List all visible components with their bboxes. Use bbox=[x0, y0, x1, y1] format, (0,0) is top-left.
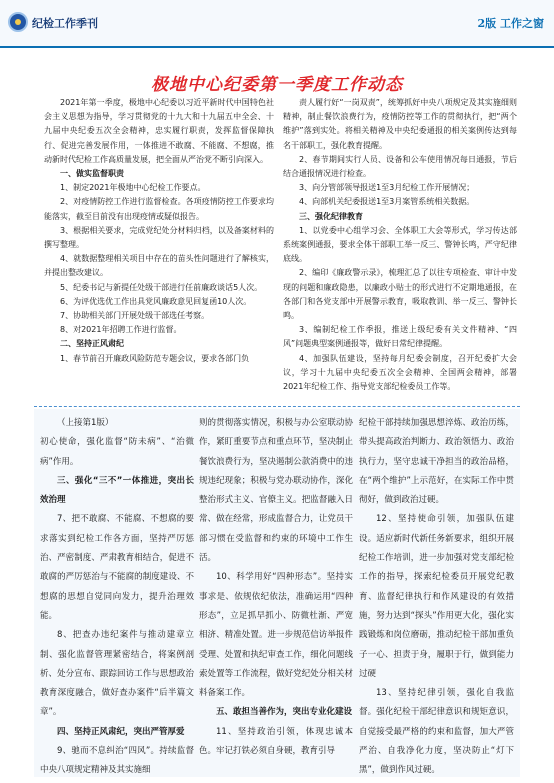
section-heading: 二、坚持正风肃纪 bbox=[60, 339, 124, 349]
continued-column-2 bbox=[199, 414, 353, 761]
section-heading: 三、强化纪律教育 bbox=[299, 211, 363, 221]
paragraph: 纪检干部持续加强思想淬炼、政治历练，带头提高政治判断力、政治领悟力、政治执行力，坚守忠诚干净担当的政治品格，在“两个维护”上示范好，在实际工作中贯彻好，做到政治过硬。 bbox=[359, 418, 514, 506]
section-heading: 三、强化“三不”一体推进，突出长效治理 bbox=[40, 475, 194, 506]
paragraph: 3、向分管部领导报送1至3月纪检工作开展情况； bbox=[299, 183, 475, 193]
paragraph: 2、对疫情防控工作进行监督检查。各项疫情防控工作要求均能落实，截至目前没有出现疫情或疑似报告。 bbox=[44, 197, 274, 221]
paragraph: 9、驰而不息纠治“四风”。持续监督中央八项规定精神及其实施细 bbox=[40, 746, 194, 776]
section-heading: 四、坚持正风肃纪，突出严管厚爱 bbox=[57, 726, 185, 737]
section-heading: 五、敢担当善作为，突出专业化建设 bbox=[216, 707, 353, 718]
paragraph: 10、科学用好“四种形态”。坚持实事求是、依规依纪依法，准确运用“四种形态”，立足抓早抓小、防微杜渐、严宽相济、精准处置。进一步规范信访举报件受理、处置和执纪审查工作，细化问题线索处置等工作流程，做好党纪处分相关材料备案工作。 bbox=[199, 572, 353, 699]
paragraph: 5、纪委书记与新提任处级干部进行任前廉政谈话5人次。 bbox=[60, 282, 263, 292]
paragraph: 7、协助相关部门开展处级干部选任考察。 bbox=[60, 311, 210, 321]
paragraph: 11、坚持政治引领，体现忠诚本色。牢记打铁必须自身硬，教育引导 bbox=[199, 726, 353, 757]
paragraph: 3、编制纪检工作季报，推送上级纪委有关文件精神、“四风”问题典型案例通报等，做好日常纪律提醒。 bbox=[283, 325, 517, 349]
publication-name: 纪检工作季刊 bbox=[32, 17, 98, 30]
paragraph: 则的贯彻落实情况，积极与办公室联动协作，紧盯重要节点和重点环节，坚决制止餐饮浪费行为，坚决遏制公款消费中的违规违纪现象；积极与党办联动协作，深化整治形式主义、官僚主义。把监督融入日常、做在经常，形成监督合力，让党员干部习惯在受监督和约束的环境中工作生活。 bbox=[199, 418, 353, 564]
article-column-right bbox=[283, 96, 517, 394]
paragraph: 2021年第一季度，极地中心纪委以习近平新时代中国特色社会主义思想为指导，学习贯彻党的十九大和十九届五中全会、十九届中央纪委五次全会精神，忠实履行职责，发挥监督保障执行、促进完善发展作用，一体推进不敢腐、不能腐、不想腐，推动新时代纪检工作高质量发展，把全面从严治党不断引向深入。 bbox=[44, 98, 274, 164]
continued-column-1 bbox=[40, 414, 194, 781]
paragraph: 4、加强队伍建设，坚持每月纪委会制度，召开纪委扩大会议，学习十九届中央纪委五次全会精神、全国两会精神，部署2021年纪检工作、指导党支部纪检委员工作等。 bbox=[283, 353, 517, 392]
paragraph: 12、坚持使命引领，加强队伍建设。适应新时代新任务新要求，组织开展纪检工作培训，进一步加强对党支部纪检工作的指导，探索纪检委员开展党纪教育、监督纪律执行和作风建设的有效措施，努力达到“探头”作用更大化，强化实践锻炼和岗位磨砺，推动纪检干部加重负子一心、担责于身，履职于行，做到能力过硬 bbox=[359, 514, 514, 679]
paragraph: 2、编印《廉政警示录》，梳理汇总了以往专项检查、审计中发现的问题和廉政隐患，以廉政小贴士的形式进行不定期地通报，在各部门和各党支部中开展警示教育，吸取教训、举一反三、警钟长鸣。 bbox=[283, 268, 517, 321]
paragraph: 6、为评优选优工作出具党风廉政意见回复函10人次。 bbox=[60, 296, 252, 306]
continued-column-3 bbox=[359, 414, 514, 781]
paragraph: 1、制定2021年极地中心纪检工作要点。 bbox=[60, 183, 206, 193]
page-section-label: 2版 工作之窗 bbox=[477, 17, 544, 30]
paragraph: 初心使命，强化监督“防未病”、“治微病”作用。 bbox=[40, 437, 194, 467]
paragraph: 3、根据相关要求，完成党纪处分材料归档，以及备案材料的撰写整理。 bbox=[44, 225, 274, 250]
paragraph: （上接第1版） bbox=[57, 418, 114, 428]
paragraph: 1、春节前召开廉政风险防范专题会议，要求各部门负 bbox=[60, 353, 250, 363]
paragraph: 8、对2021年招聘工作进行监督。 bbox=[60, 325, 182, 335]
section-divider bbox=[34, 406, 520, 407]
paragraph: 13、坚持纪律引领，强化自我监督。强化纪检干部纪律意识和规矩意识，自觉接受最严格的约束和监督，加大严管严治、自我净化力度，坚决防止“灯下黑”，做到作风过硬。 bbox=[359, 688, 514, 776]
article-title: 极地中心纪委第一季度工作动态 bbox=[151, 75, 403, 95]
paragraph: 4、向部机关纪委报送1至3月案管系统相关数据。 bbox=[299, 197, 475, 207]
section-heading: 一、做实监督职责 bbox=[60, 169, 124, 179]
paragraph: 4、就数据整理相关项目中存在的苗头性问题进行了解核实，并提出整改建议。 bbox=[44, 254, 274, 278]
emblem-logo bbox=[8, 12, 28, 32]
article-column-left bbox=[44, 96, 274, 366]
paragraph: 8、把查办违纪案件与推动建章立制、强化监督管理紧密结合，将案例剖析、处分宣布、跟踪回访工作与思想政治教育深度融合，做好查办案件“后半篇文章”。 bbox=[40, 630, 194, 718]
paragraph: 责人履行好“一岗双责”，统筹抓好中央八项规定及其实施细则精神，制止餐饮浪费行为，疫情防控等工作的贯彻执行，把“两个维护”落到实处。将相关精神及中央纪委通报的相关案例传达到每名干部职工，强化教育提醒。 bbox=[283, 98, 517, 150]
paragraph: 7、把不敢腐、不能腐、不想腐的要求落实到纪检工作各方面，坚持严厉惩治、严密制度、严肃教育相结合，促进不敢腐的严厉惩治与不能腐的制度建设、不想腐的思想自觉同向发力，提升治理效能。 bbox=[40, 514, 194, 621]
paragraph: 1、以党委中心组学习会、全体职工大会等形式，学习传达部系统案例通报，要求全体干部职工举一反三、警钟长鸣，严守纪律底线。 bbox=[283, 225, 517, 264]
paragraph: 2、春节期间实行人员、设备和公车使用情况每日通报，节后结合通报情况进行检查。 bbox=[283, 154, 517, 179]
page-header bbox=[0, 0, 554, 48]
